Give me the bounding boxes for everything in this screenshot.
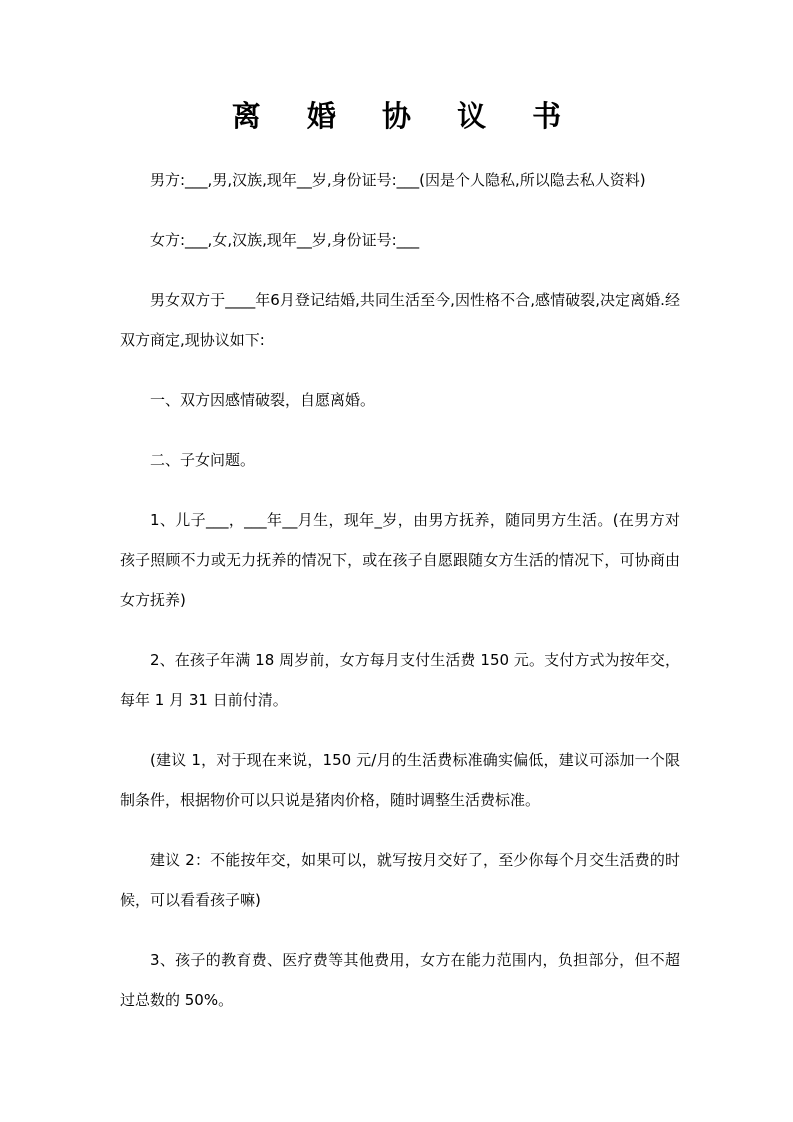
paragraph-male-party: 男方:___,男,汉族,现年__岁,身份证号:___(因是个人隐私,所以隐去私人资料) xyxy=(150,171,646,189)
clause-child-support: 2、在孩子年满 18 周岁前，女方每月支付生活费 150 元。支付方式为按年交，每年 1 月 31 日前付清。 xyxy=(120,651,680,709)
note-suggestion-1: (建议 1，对于现在来说，150 元/月的生活费标准确实偏低，建议可添加一个限制条件，根据物价可以只说是猪肉价格，随时调整生活费标准。 xyxy=(120,751,680,809)
paragraph-female-party: 女方:___,女,汉族,现年__岁,身份证号:___ xyxy=(150,231,420,249)
clause-divorce: 一、双方因感情破裂，自愿离婚。 xyxy=(150,391,376,409)
paragraph-preamble: 男女双方于____年6月登记结婚,共同生活至今,因性格不合,感情破裂,决定离婚.经双方商定,现协议如下: xyxy=(120,291,680,349)
document-title: 离 婚 协 议 书 xyxy=(231,99,580,133)
clause-education-medical: 3、孩子的教育费、医疗费等其他费用，女方在能力范围内，负担部分，但不超过总数的 50%。 xyxy=(120,951,680,1009)
document-body xyxy=(120,160,680,1040)
note-suggestion-2: 建议 2：不能按年交，如果可以，就写按月交好了，至少你每个月交生活费的时候，可以看看孩子嘛) xyxy=(120,851,680,909)
clause-child-custody: 1、儿子___，___年__月生，现年_岁，由男方抚养，随同男方生活。(在男方对孩子照顾不力或无力抚养的情况下，或在孩子自愿跟随女方生活的情况下，可协商由女方抚养) xyxy=(120,511,680,609)
clause-children-heading: 二、子女问题。 xyxy=(150,451,256,469)
